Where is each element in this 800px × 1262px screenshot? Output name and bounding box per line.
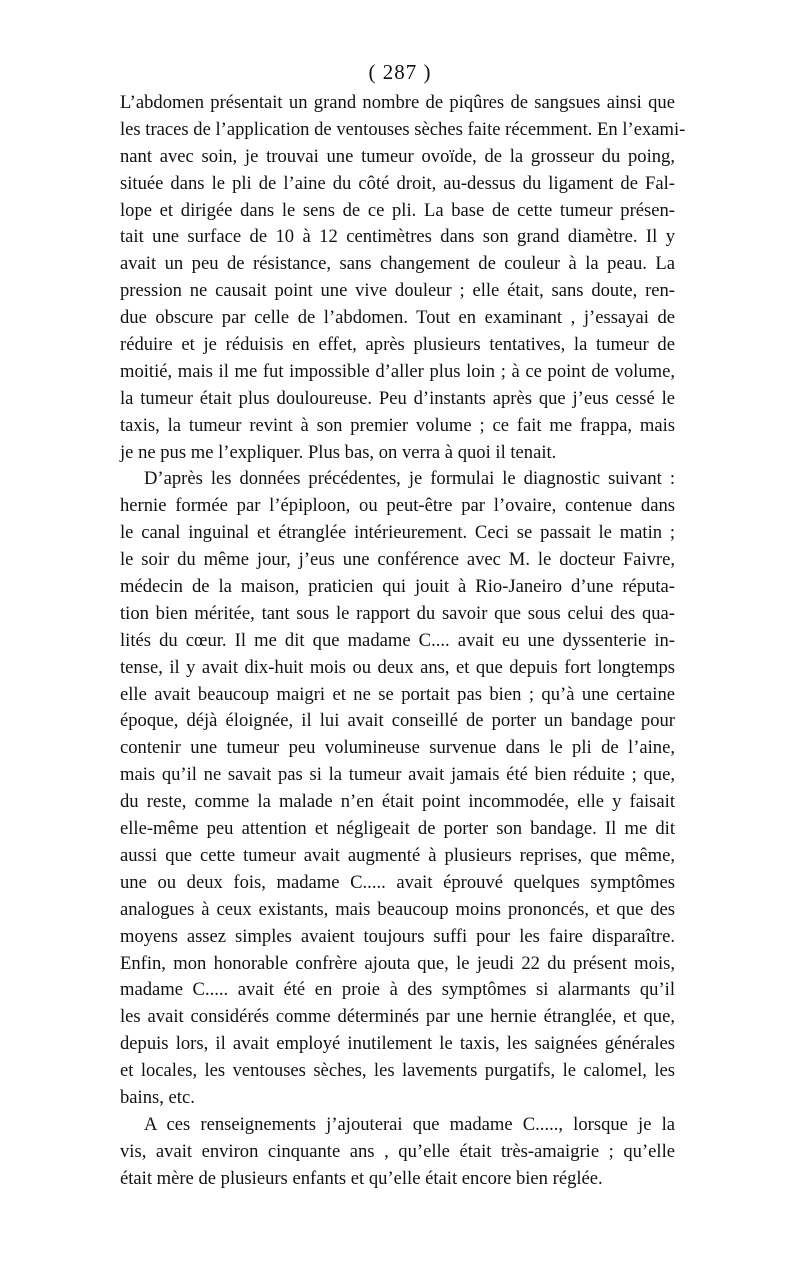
text-line: la tumeur était plus douloureuse. Peu d’instants après que j’eus cessé le (120, 387, 675, 409)
text-line: époque, déjà éloignée, il lui avait conseillé de porter un bandage pour (120, 710, 675, 732)
text-line: madame C..... avait été en proie à des symptômes si alarmants qu’il (120, 979, 675, 1001)
paragraph-2 (120, 466, 675, 1111)
text-line: depuis lors, il avait employé inutilement le taxis, les saignées générales (120, 1033, 675, 1055)
paragraph-3 (120, 1112, 675, 1193)
text-line: le canal inguinal et étranglée intérieurement. Ceci se passait le matin ; (120, 522, 675, 544)
text-line: bains, etc. (120, 1086, 195, 1108)
text-line: médecin de la maison, praticien qui jouit à Rio-Janeiro d’une réputa- (120, 576, 675, 598)
text-line: elle avait beaucoup maigri et ne se portait pas bien ; qu’à une certaine (120, 683, 675, 705)
text-line: elle-même peu attention et négligeait de porter son bandage. Il me dit (120, 818, 675, 840)
text-line: tait une surface de 10 à 12 centimètres dans son grand diamètre. Il y (120, 226, 675, 248)
paragraph-1 (120, 90, 686, 466)
text-line: moyens assez simples avaient toujours suffi pour les faire disparaître. (120, 925, 675, 947)
text-line: le soir du même jour, j’eus une conférence avec M. le docteur Faivre, (120, 549, 675, 571)
page-number: ( 287 ) (368, 60, 432, 84)
text-line: et locales, les ventouses sèches, les lavements purgatifs, le calomel, les (120, 1060, 675, 1082)
text-line: L’abdomen présentait un grand nombre de piqûres de sangsues ainsi que (120, 92, 675, 113)
text-line: je ne pus me l’expliquer. Plus bas, on verra à quoi il tenait. (120, 441, 557, 463)
text-line: nant avec soin, je trouvai une tumeur ovoïde, de la grosseur du poing, (120, 145, 675, 167)
text-line: Enfin, mon honorable confrère ajouta que, le jeudi 22 du présent mois, (120, 952, 675, 974)
text-line: située dans le pli de l’aine du côté droit, au-dessus du ligament de Fal- (120, 172, 675, 194)
text-line: les avait considérés comme déterminés par une hernie étranglée, et que, (120, 1006, 675, 1028)
text-line: D’après les données précédentes, je formulai le diagnostic suivant : (144, 468, 675, 490)
text-line: les traces de l’application de ventouses sèches faite récemment. En l’exami- (120, 118, 686, 140)
body-text (120, 90, 686, 1193)
text-line: taxis, la tumeur revint à son premier volume ; ce fait me frappa, mais (120, 414, 675, 436)
text-line: était mère de plusieurs enfants et qu’elle était encore bien réglée. (120, 1167, 603, 1189)
text-line: vis, avait environ cinquante ans , qu’elle était très-amaigrie ; qu’elle (120, 1140, 675, 1162)
text-line: moitié, mais il me fut impossible d’aller plus loin ; à ce point de volume, (120, 360, 675, 382)
text-line: aussi que cette tumeur avait augmenté à plusieurs reprises, que même, (120, 844, 675, 866)
text-line: lope et dirigée dans le sens de ce pli. La base de cette tumeur présen- (120, 199, 675, 221)
text-line: tion bien méritée, tant sous le rapport du savoir que sous celui des qua- (120, 602, 675, 624)
text-line: avait un peu de résistance, sans changement de couleur à la peau. La (120, 253, 675, 275)
text-line: du reste, comme la malade n’en était point incommodée, elle y faisait (120, 791, 675, 813)
text-line: A ces renseignements j’ajouterai que madame C....., lorsque je la (144, 1113, 675, 1135)
text-line: contenir une tumeur peu volumineuse survenue dans le pli de l’aine, (120, 737, 675, 759)
text-line: pression ne causait point une vive douleur ; elle était, sans doute, ren- (120, 280, 675, 302)
text-line: analogues à ceux existants, mais beaucoup moins prononcés, et que des (120, 898, 675, 920)
text-line: réduire et je réduisis en effet, après plusieurs tentatives, la tumeur de (120, 334, 675, 356)
text-line: hernie formée par l’épiploon, ou peut-être par l’ovaire, contenue dans (120, 495, 675, 517)
text-line: mais qu’il ne savait pas si la tumeur avait jamais été bien réduite ; que, (120, 764, 675, 786)
text-line: lités du cœur. Il me dit que madame C.... avait eu une dyssenterie in- (120, 629, 675, 651)
text-line: due obscure par celle de l’abdomen. Tout en examinant , j’essayai de (120, 307, 675, 329)
text-line: une ou deux fois, madame C..... avait éprouvé quelques symptômes (120, 871, 675, 893)
text-line: tense, il y avait dix-huit mois ou deux ans, et que depuis fort longtemps (120, 656, 675, 678)
